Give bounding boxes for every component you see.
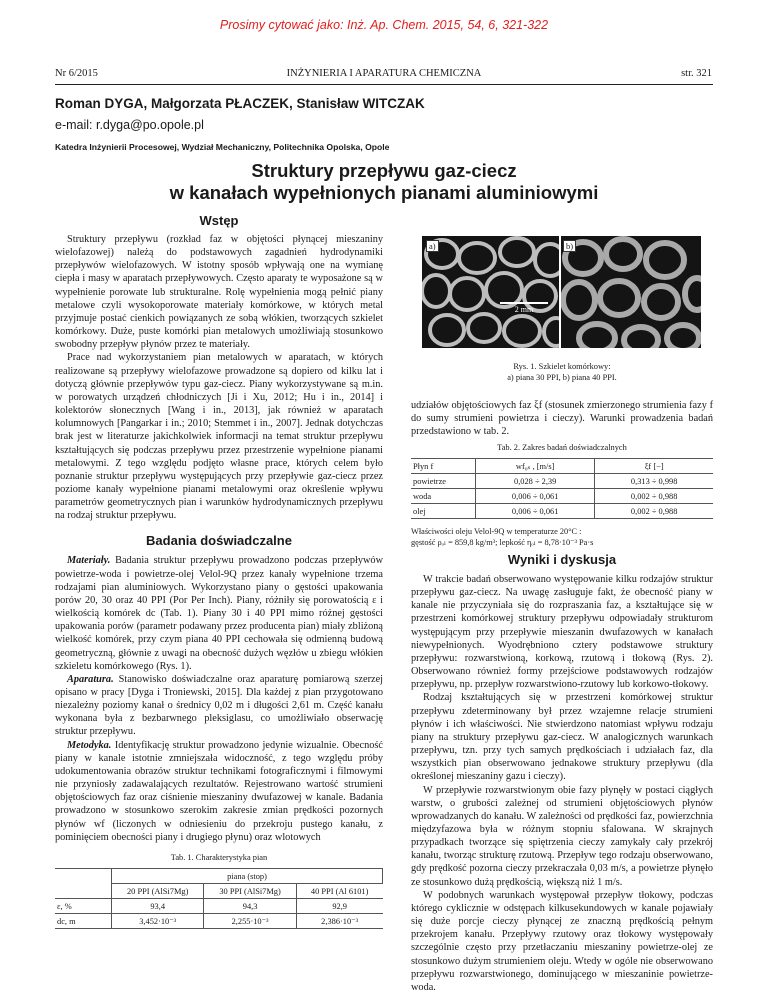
conditions-text: udziałów objętościowych faz ξf (stosunek zmierzonego strumienia fazy f do sumy strumieni powietrza i cieczy). Warunki prowadzenia badań przedstawiono w tab. 2. — [411, 400, 713, 438]
table1-col-header: 20 PPI (AlSi7Mg) — [112, 884, 204, 899]
email[interactable]: e-mail: r.dyga@po.opole.pl — [55, 118, 204, 132]
header-rule — [55, 84, 713, 85]
methods-paragraph-materials — [55, 554, 383, 672]
table1-group-header: piana (stop) — [112, 869, 383, 884]
title-line-1: Struktury przepływu gaz-ciecz — [251, 160, 517, 181]
section-heading-results: Wyniki i dyskusja — [507, 552, 617, 567]
table-cell: 0,313 ÷ 0,998 — [595, 474, 713, 489]
method-text: Identyfikację struktur prowadzono jedynie wizualnie. Obecność piany w kanale istotnie zmniejszała widoczność, z tego względu próby udokumentowania obrazów struktur technikami fotograficznymi i filmowymi nie przyniosły zadawalających rezultatów. Rejestrowano wartość strumieni objętościowych faz oraz ciśnienie mieszaniny dwufazowej w kanale. Badania prowadzono w stosunkowo szerokim zakresie zmian prędkości pozornych płynów wf (liczonych w odniesieniu do przekroju pustego kanału, z pominięciem obecności piany i drugiego płynu) oraz wlotowych — [55, 739, 384, 843]
table2-fluid: powietrze — [411, 474, 476, 489]
table1-row-label: ε, % — [55, 899, 112, 914]
table2-note-line-1: Właściwości oleju Velol-9Q w temperaturze 20°C : — [411, 527, 582, 536]
apparatus-text: Stanowisko doświadczalne oraz aparaturę pomiarową szerzej opisano w pracy [Dyga i Troniewski, 2015]. Dla każdej z pian przygotowano niezależny poziomy kanał o średnicy 0,02 m i długości 2,61 m. Część kanału wykonana była z bezbarwnego pleksiglasu, co umożliwiało obserwację struktur przepływu. — [55, 673, 383, 738]
table2-header: ξf [−] — [595, 459, 713, 474]
table2-fluid: olej — [411, 504, 476, 519]
table2-note — [411, 527, 713, 548]
intro-paragraph-1: Struktury przepływu (rozkład faz w objętości płynącej mieszaniny wielofazowej) należą do podstawowych zagadnień hydrodynamiki przepływów wielofazowych. W istotny sposób wpływają one na wymianę ciepła i masy w aparatach przepływowych. Często aparaty te wyposażone są w wypełnienie porowate lub strukturalne. Rolę wypełnienia mogą pełnić piany metalowe czyli wysokoporowate materiały komórkowe, w których metal przyjmuje postać cienkich powiązanych ze sobą włókien, tworzących szkielet komórkowy. Duże, puste komórki pian metalowych umożliwiają stosunkowo swobodny przepływ płynów przez te materiały. — [55, 234, 383, 351]
header-journal: INŻYNIERIA I APARATURA CHEMICZNA — [286, 68, 482, 79]
scale-bar — [500, 302, 548, 304]
left-column — [55, 213, 383, 844]
figure1-label-a: a) — [426, 240, 439, 252]
table-row — [411, 459, 713, 474]
table1-caption: Tab. 1. Charakterystyka pian — [170, 853, 268, 862]
materials-text: Badania struktur przepływu prowadzono podczas przepływów powietrze-woda i powietrze-olej Velol-9Q przez kanały wypełnione trzema rodzajami pian aluminiowych. Wykorzystano piany o gęstości upakowania porów 20, 30 oraz 40 PPI (Por Per Inch). Piany, różniły się porowatością ε i wielkością komórek dc (Tab. 1). Piany 30 i 40 PPI mimo różnej gęstości upakowania porów (parametr podawany przez producenta pian) miały zbliżoną wielkość komórek, przy czym piana 40 PPI cechowała się odmienną budową geometryczną, głównie z uwagi na obecność dużych węzłów u zbiegu włókien szkieletu komórkowego (Rys. 1). — [55, 555, 384, 672]
table1-row-label: dc, m — [55, 914, 112, 929]
figure1-photo-a — [422, 236, 559, 348]
table2-fluid: woda — [411, 489, 476, 504]
table-cell: 0,006 ÷ 0,061 — [476, 489, 595, 504]
table1 — [55, 868, 383, 929]
table-cell: 2,386·10⁻³ — [296, 914, 382, 929]
figure1-caption-line-1: Rys. 1. Szkielet komórkowy: — [513, 362, 611, 371]
header-issue: Nr 6/2015 — [55, 68, 98, 79]
section-heading-intro: Wstęp — [199, 213, 239, 228]
title-line-2: w kanałach wypełnionych pianami aluminiowymi — [169, 182, 599, 203]
table-cell: 93,4 — [112, 899, 204, 914]
results-paragraph-3: W przepływie rozwarstwionym obie fazy płynęły w postaci ciągłych warstw, o grubości zależnej od strumieni objętościowych płynów wprowadzanych do kanału. W zależności od prędkości faz, powierzchnia międzyfazowa była w różnym stopniu sfalowana. W skrajnych przypadkach tworzące się spiętrzenia cieczy zamykały cały przekrój kanału, tworząc strukturę rzutową. Przepływ tego rodzaju obserwowano, gdy prędkość pozorna cieczy przekraczała 0,03 m/s, a powietrze płynęło ze stosunkowo dużą prędkością, większą niż 1 m/s. — [411, 784, 713, 888]
intro-text — [55, 233, 383, 522]
table-cell: 94,3 — [204, 899, 296, 914]
results-paragraph-2: Rodzaj kształtujących się w przestrzeni komórkowej struktur przepływu zdeterminowany był przez wzajemne relacje strumieni płynów i ich właściwości. Nie stwierdzono natomiast wpływu rodzaju piany na struktury przepływu gaz-ciecz. W analogicznych warunkach przepływu, tzn. przy tych samych prędkościach i udziałach faz, dla wszystkich pian obserwowano jednakowe struktury przepływu (dla określonej mieszaniny gazu i cieczy). — [411, 692, 713, 783]
citation-banner: Prosimy cytować jako: Inż. Ap. Chem. 2015, 54, 6, 321-322 — [219, 18, 549, 32]
paper-title — [0, 160, 768, 204]
intro-paragraph-2: Prace nad wykorzystaniem pian metalowych w aparatach, w których realizowane są przepływy wielofazowe prowadzone są dopiero od kilku lat i dotyczą głównie przepływów typu gaz-ciecz. Piany wykorzystywane są m.in. w porowatych urządzeń chłodniczych [Ji i Xu, 2012; Hu i in., 2014] i kolektorów słonecznych [Wang i in., 2013], jak również w aparatach kolumnowych [Pangarkar i in.; 2010; Stemmet i in., 2007]. Jednak dotychczas brak jest w literaturze jakichkolwiek informacji na temat struktur przepływu kształtujących się podczas przepływu przez przestrzenie wypełnione pianami metalowymi. Z tego względu podjęto własne prace, których celem było poznanie struktur przepływu występujących przy przepływie gaz-ciecz przez poziome kanały wypełnione pianami metalowymi oraz określenie wpływu parametrów geometrycznych pian i warunków hydrodynamicznych przepływu na rodzaj struktur przepływu. — [55, 352, 383, 522]
results-text — [411, 573, 713, 994]
apparatus-label: Aparatura. — [67, 673, 114, 685]
methods-paragraph-apparatus — [55, 673, 383, 739]
table-row — [55, 914, 383, 929]
materials-label: Materiały. — [67, 555, 111, 567]
methods-paragraph-method — [55, 739, 383, 844]
table1-col-header: 40 PPI (Al 6101) — [296, 884, 382, 899]
table2-note-line-2: gęstość ρₒₗ = 859,8 kg/m³; lepkość ηₒₗ = 8,78·10⁻³ Pa·s — [411, 537, 594, 547]
table-cell — [55, 869, 112, 899]
table-cell: 0,002 ÷ 0,988 — [595, 489, 713, 504]
authors: Roman DYGA, Małgorzata PŁACZEK, Stanisław WITCZAK — [55, 96, 425, 111]
table-cell: 0,028 ÷ 2,39 — [476, 474, 595, 489]
table2 — [411, 458, 713, 519]
table2-header: wf₀ₛ , [m/s] — [476, 459, 595, 474]
table-row — [411, 504, 713, 519]
table2-caption: Tab. 2. Zakres badań doświadczalnych — [497, 443, 627, 452]
header-page: str. 321 — [681, 68, 712, 79]
table2-header: Płyn f — [411, 459, 476, 474]
table-row — [55, 869, 383, 884]
figure1-label-b: b) — [563, 240, 576, 252]
table1-col-header: 30 PPI (AlSi7Mg) — [204, 884, 296, 899]
table-row — [411, 474, 713, 489]
foam-b-image — [561, 236, 701, 348]
affiliation: Katedra Inżynierii Procesowej, Wydział Mechaniczny, Politechnika Opolska, Opole — [55, 142, 390, 152]
method-label: Metodyka. — [67, 739, 112, 751]
section-heading-methods: Badania doświadczalne — [146, 533, 292, 549]
table-cell: 0,002 ÷ 0,988 — [595, 504, 713, 519]
table-cell: 3,452·10⁻³ — [112, 914, 204, 929]
right-paragraph-1 — [411, 399, 713, 438]
methods-text — [55, 554, 383, 843]
foam-a-image — [422, 236, 559, 348]
table-cell: 2,255·10⁻³ — [204, 914, 296, 929]
table-row — [411, 489, 713, 504]
results-paragraph-1: W trakcie badań obserwowano występowanie kilku rodzajów struktur przepływu gaz-ciecz. Na uwagę zasługuje fakt, że obecność piany w kanale nie przyczyniała się do rozpraszania faz, a kształtujące się w przestrzeni komórkowej struktury przepływu odpowiadały strukturom występującym przy przepływie mieszanin dwufazowych w kanałach niewypełnionych. Wyodrębniono cztery podstawowe struktury przepływu: rozwarstwioną, korkową, rzutową i tłokową (Rys. 2). Obserwowano również formy przejściowe podstawowych rodzajów przepływu, np. przepływ rozwarstwiono-rzutowy lub korkowo-tłokowy. — [411, 574, 713, 691]
figure1-photo-b — [561, 236, 701, 348]
figure1-caption — [411, 361, 713, 383]
figure1-caption-line-2: a) piana 30 PPI, b) piana 40 PPI. — [507, 373, 617, 382]
results-section — [411, 552, 713, 994]
table-cell: 0,006 ÷ 0,061 — [476, 504, 595, 519]
table-row — [55, 899, 383, 914]
results-paragraph-4: W podobnych warunkach występował przepływ tłokowy, podczas którego cyklicznie w odstępach kilkusekundowych w kanale pojawiały się duże porcje cieczy płynącej ze znaczną prędkością pełnym przekrojem kanału. Przepływy rzutowy oraz tłokowy występowały szczególnie często przy przetłaczaniu mieszaniny powietrze-olej ze stosunkowo dużym strumieniem oleju. Wtedy w ogóle nie obserwowano przepływu rozwarstwionego, dominującego w mieszaninie powietrze-woda. — [411, 889, 713, 993]
scale-bar-label: 2 mm — [514, 305, 534, 314]
table-cell: 92,9 — [296, 899, 382, 914]
